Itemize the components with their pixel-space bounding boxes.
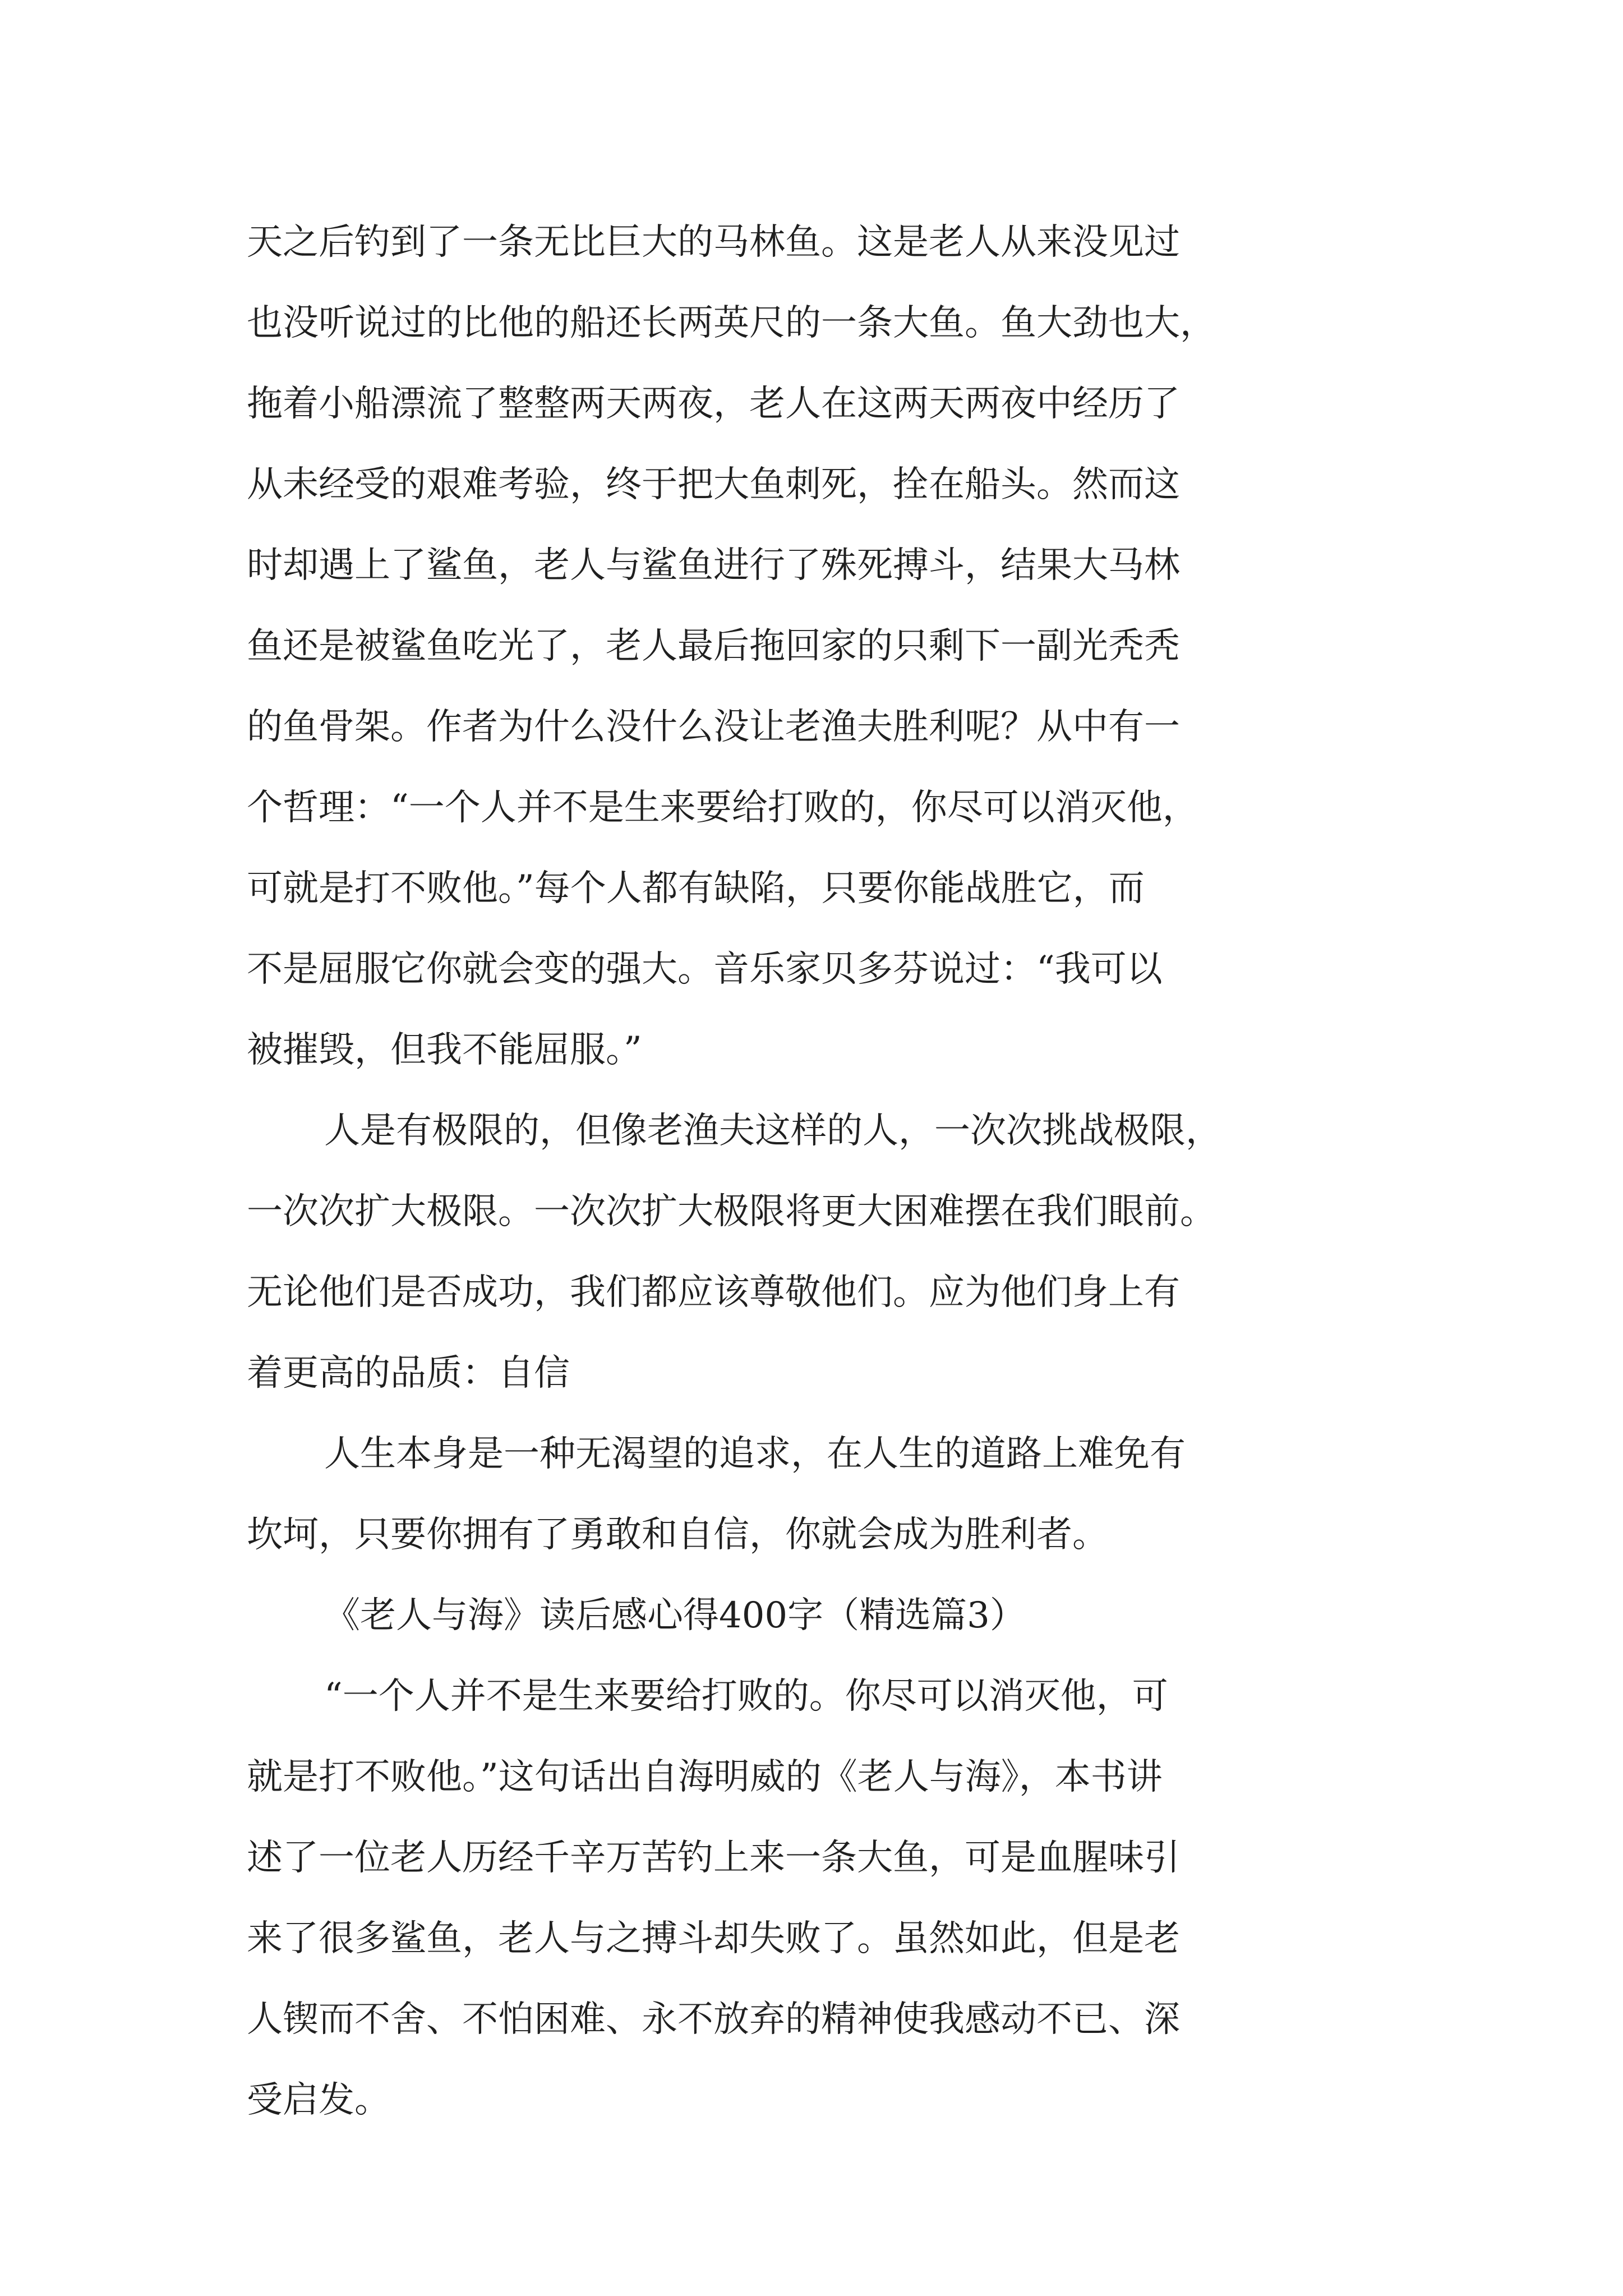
text-line: 来了很多鲨鱼，老人与之搏斗却失败了。虽然如此，但是老 bbox=[247, 1918, 1180, 1959]
text-line: 人锲而不舍、不怕困难、永不放弃的精神使我感动不已、深 bbox=[247, 1999, 1180, 2040]
text-line: 天之后钓到了一条无比巨大的马林鱼。这是老人从来没见过 bbox=[247, 222, 1180, 263]
text-line: 人是有极限的，但像老渔夫这样的人，一次次挑战极限， bbox=[324, 1110, 1221, 1152]
text-line: 一次次扩大极限。一次次扩大极限将更大困难摆在我们眼前。 bbox=[247, 1191, 1216, 1232]
text-line: 不是屈服它你就会变的强大。音乐家贝多芬说过：“我可以 bbox=[247, 949, 1163, 990]
text-line: 就是打不败他。”这句话出自海明威的《老人与海》，本书讲 bbox=[247, 1756, 1163, 1798]
text-line: “一个人并不是生来要给打败的。你尽可以消灭他，可 bbox=[324, 1676, 1168, 1717]
text-line: 从未经受的艰难考验，终于把大鱼刺死，拴在船头。然而这 bbox=[247, 464, 1180, 505]
text-line: 拖着小船漂流了整整两天两夜，老人在这两天两夜中经历了 bbox=[247, 383, 1180, 425]
text-line: 的鱼骨架。作者为什么没什么没让老渔夫胜利呢？从中有一 bbox=[247, 706, 1180, 748]
text-line: 也没听说过的比他的船还长两英尺的一条大鱼。鱼大劲也大， bbox=[247, 302, 1216, 344]
text-line: 时却遇上了鲨鱼，老人与鲨鱼进行了殊死搏斗，结果大马林 bbox=[247, 545, 1180, 586]
text-line: 受启发。 bbox=[247, 2079, 390, 2121]
text-line: 个哲理：“一个人并不是生来要给打败的，你尽可以消灭他， bbox=[247, 787, 1198, 829]
text-line: 被摧毁，但我不能屈服。” bbox=[247, 1029, 642, 1071]
text-line: 坎坷，只要你拥有了勇敢和自信，你就会成为胜利者。 bbox=[247, 1514, 1108, 1556]
text-line: 无论他们是否成功，我们都应该尊敬他们。应为他们身上有 bbox=[247, 1272, 1180, 1313]
section-heading: 《老人与海》读后感心得400字（精选篇3） bbox=[324, 1595, 1026, 1636]
text-line: 述了一位老人历经千辛万苦钓上来一条大鱼，可是血腥味引 bbox=[247, 1837, 1180, 1879]
text-line: 人生本身是一种无渴望的追求，在人生的道路上难免有 bbox=[324, 1433, 1186, 1475]
text-line: 鱼还是被鲨鱼吃光了，老人最后拖回家的只剩下一副光秃秃 bbox=[247, 625, 1180, 667]
text-line: 着更高的品质：自信 bbox=[247, 1352, 570, 1394]
text-line: 可就是打不败他。”每个人都有缺陷，只要你能战胜它，而 bbox=[247, 868, 1145, 909]
